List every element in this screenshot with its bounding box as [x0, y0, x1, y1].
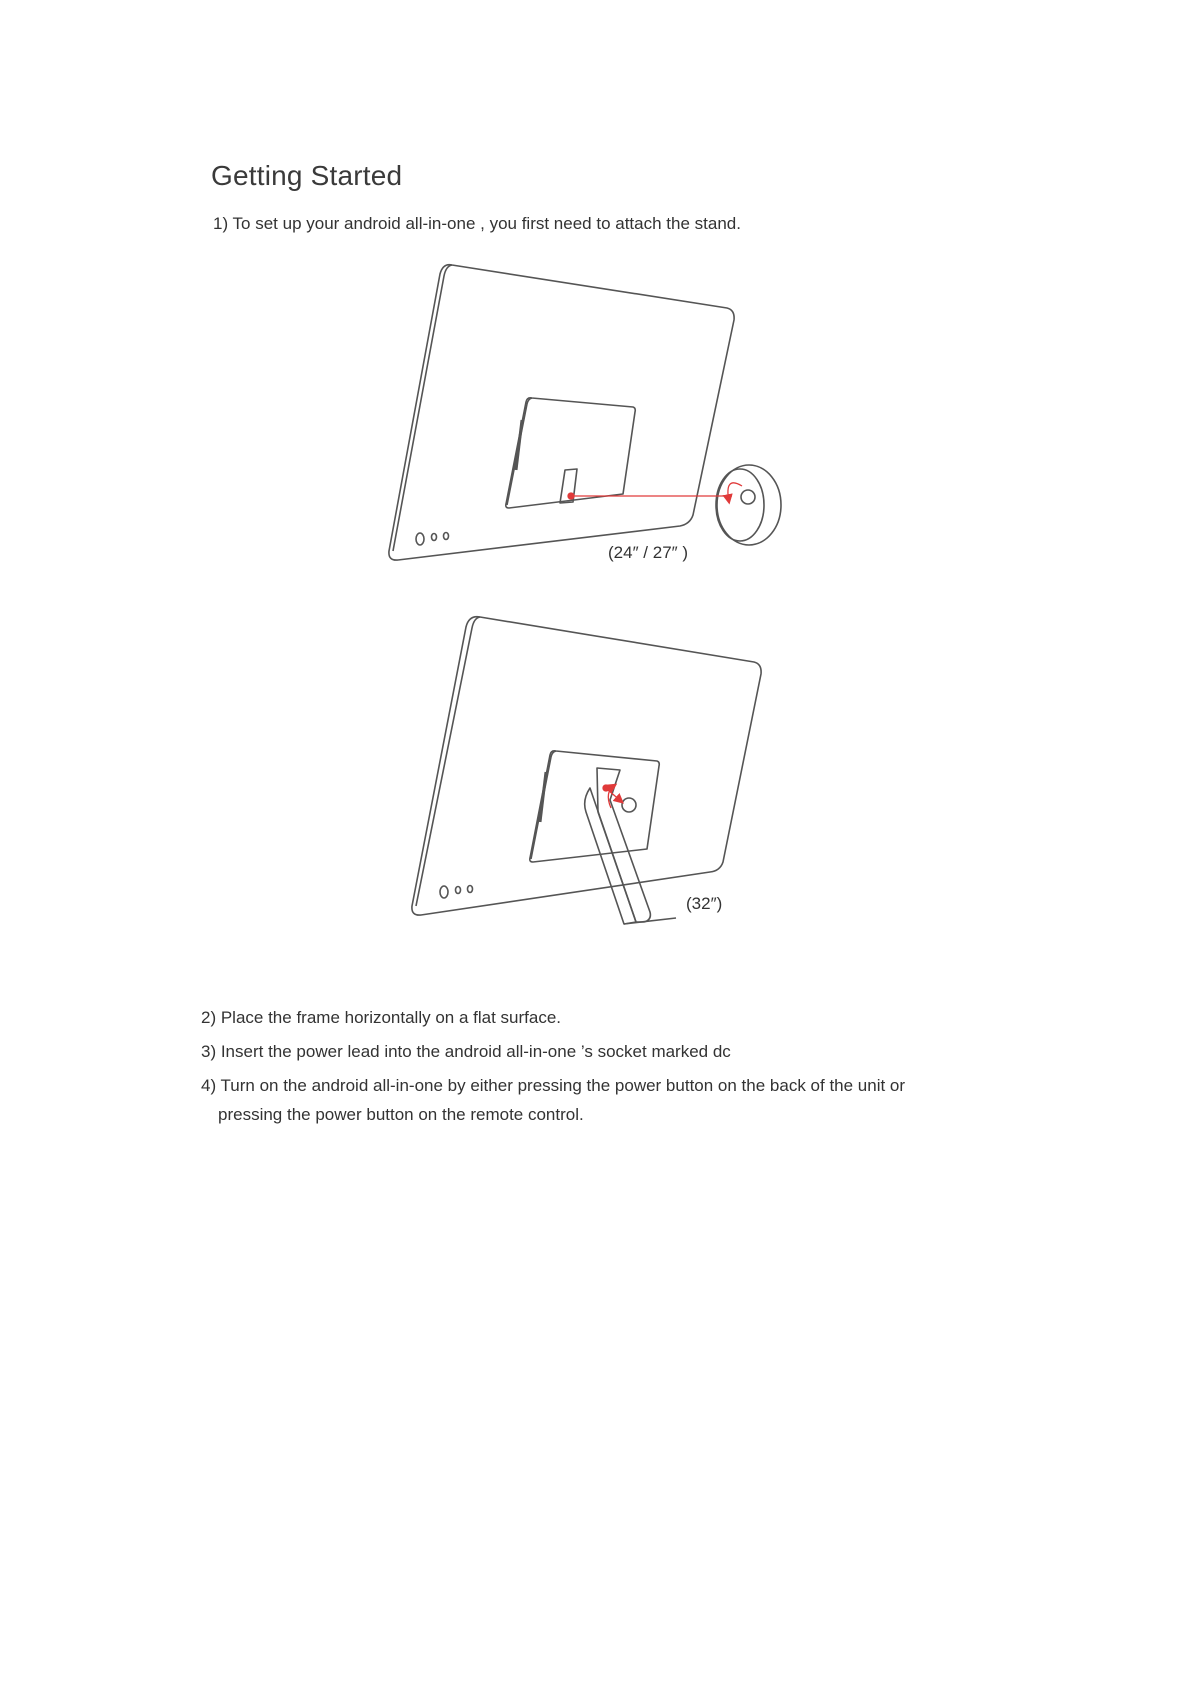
figure-1-round-stand-base	[716, 465, 781, 545]
step-2-text: 2) Place the frame horizontally on a flat surface.	[201, 1008, 562, 1027]
page-title: Getting Started	[211, 160, 403, 191]
figure-1-frame-back	[389, 265, 781, 560]
figure-2-mount-plate	[530, 751, 659, 862]
step-1-text: 1) To set up your android all-in-one , you first need to attach the stand.	[213, 214, 741, 233]
figure-1-mount-plate	[506, 398, 635, 508]
figure-2-frame-buttons	[440, 886, 473, 899]
step-3-text: 3) Insert the power lead into the android all-in-one ’s socket marked dc	[201, 1042, 731, 1061]
figure-1-size-label: (24″ / 27″ )	[608, 543, 689, 562]
figure-2-attach-arrows	[603, 785, 622, 808]
step-4-text: 4) Turn on the android all-in-one by either pressing the power button on the back of the unit or	[201, 1076, 906, 1095]
figure-1-frame-buttons	[416, 533, 449, 546]
figure-2-leg-stand	[585, 768, 676, 924]
figure-2-size-label: (32″)	[686, 894, 723, 913]
step-4-continuation-text: pressing the power button on the remote control.	[218, 1105, 584, 1124]
figure-2-frame-back	[412, 617, 761, 924]
